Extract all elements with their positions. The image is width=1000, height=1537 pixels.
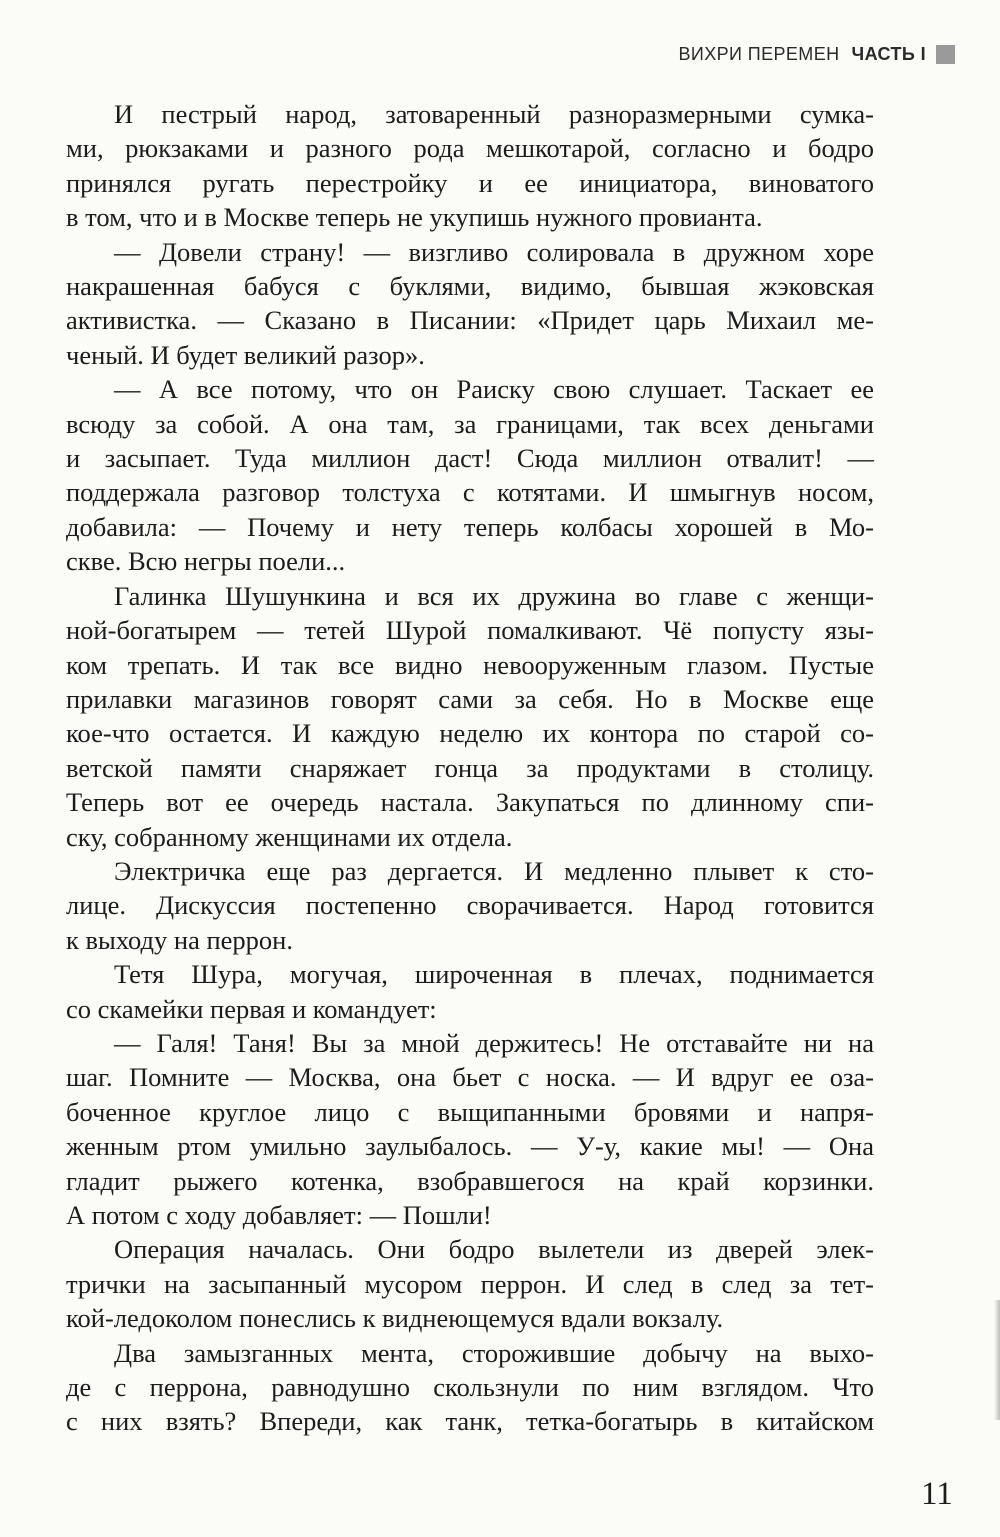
text-line: ком трепать. И так все видно невооруженным глазом. Пустые [66,649,874,680]
text-line: со скамейки первая и командует: [66,993,437,1024]
text-line: скве. Всю негры поели... [66,546,346,577]
text-line: гладит рыжего котенка, взобравшегося на край корзинки. [66,1165,874,1196]
text-line: трички на засыпанный мусором перрон. И след в след за тет- [66,1268,874,1299]
text-line: ску, собранному женщинами их отдела. [66,821,513,852]
text-line: Операция началась. Они бодро вылетели из дверей элек- [114,1234,874,1265]
text-line: И пестрый народ, затоваренный разноразмерными сумка- [114,99,874,129]
section-marker-square [936,45,955,64]
text-line: и засыпает. Туда миллион даст! Сюда миллион отвалит! — [66,443,874,474]
page-number: 11 [921,1476,953,1512]
text-line: женным ртом умильно заулыбалось. — У-у, какие мы! — Она [66,1131,874,1162]
body-text [66,97,874,1439]
text-line: Электричка еще раз дергается. И медленно плывет к сто- [114,855,874,886]
text-line: Два замызганных мента, сторожившие добычу на выхо- [114,1337,874,1368]
text-line: — Довели страну! — визгливо солировала в дружном хоре [114,236,874,267]
text-line: лице. Дискуссия постепенно сворачивается. Народ готовится [66,890,874,921]
text-line: шаг. Помните — Москва, она бьет с носка. — И вдруг ее оза- [66,1062,874,1093]
text-line: ми, рюкзаками и разного рода мешкотарой, согласно и бодро [66,133,874,164]
text-line: к выходу на перрон. [66,924,293,955]
text-line: кое-что остается. И каждую неделю их контора по старой со- [66,718,874,749]
text-line: накрашенная бабуся с буклями, видимо, бывшая жэковская [66,271,874,302]
text-line: кой-ледоколом понеслись к виднеющемуся вдали вокзалу. [66,1303,724,1334]
text-line: ветской памяти снаряжает гонца за продуктами в столицу. [66,752,874,783]
text-line: де с перрона, равнодушно скользнули по ним взглядом. Что [66,1372,874,1403]
text-line: ченый. И будет великий разор». [66,339,425,370]
text-line: ной-богатырем — тетей Шурой помалкивают. Чё попусту язы- [66,615,874,646]
text-line: А потом с ходу добавляет: — Пошли! [66,1200,492,1230]
text-line: с них взять? Впереди, как танк, тетка-богатырь в китайском [66,1406,874,1437]
text-line: — А все потому, что он Раиску свою слушает. Таскает ее [114,374,874,405]
text-line: добавила: — Почему и нету теперь колбасы хорошей в Мо- [66,511,874,542]
page-edge-shadow [994,1300,1000,1420]
part-label: ЧАСТЬ I [851,44,926,64]
text-line: активистка. — Сказано в Писании: «Придет царь Михаил ме- [66,305,874,336]
text-line: Тетя Шура, могучая, широченная в плечах, поднимается [114,959,874,990]
text-line: — Галя! Таня! Вы за мной держитесь! Не отставайте ни на [114,1027,874,1058]
text-line: Галинка Шушункина и вся их дружина во главе с женщи- [114,580,874,611]
running-header [678,44,955,65]
text-line: в том, что и в Москве теперь не укупишь нужного провианта. [66,202,763,233]
text-line: Теперь вот ее очередь настала. Закупаться по длинному спи- [66,787,874,818]
text-line: прилавки магазинов говорят сами за себя. Но в Москве еще [66,683,874,714]
series-title: ВИХРИ ПЕРЕМЕН [678,44,840,64]
text-line: всюду за собой. А она там, за границами, так всех деньгами [66,408,874,439]
text-line: принялся ругать перестройку и ее инициатора, виноватого [66,167,874,198]
text-line: боченное круглое лицо с выщипанными бровями и напря- [66,1096,874,1127]
text-line: поддержала разговор толстуха с котятами. И шмыгнув носом, [66,477,874,508]
